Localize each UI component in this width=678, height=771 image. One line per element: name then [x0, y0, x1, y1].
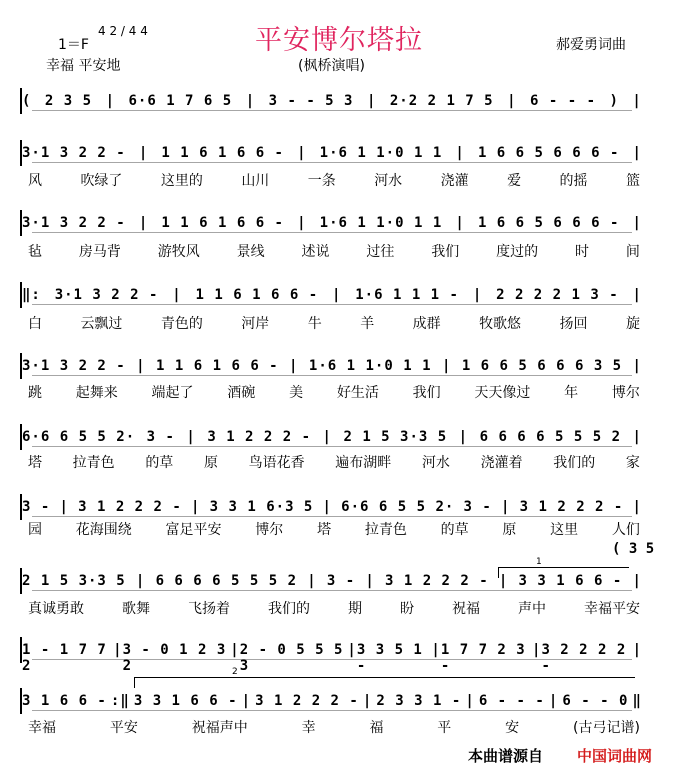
lyric-word: 我们 — [431, 244, 460, 260]
note-group: 1·6 1 1 1 - — [355, 287, 459, 303]
barline-symbol: | — [365, 573, 375, 589]
song-title: 平安博尔塔拉 — [255, 25, 423, 56]
note-group: 3·1 3 2 2 - — [22, 215, 126, 231]
lyric-word: 间 — [625, 244, 640, 260]
lyric-word: 博尔 — [255, 522, 284, 538]
note-group: 3·1 3 2 2 - — [22, 358, 126, 374]
lyric-word: 河水 — [421, 455, 450, 471]
lyric-word: 富足平安 — [165, 522, 222, 538]
song-subtitle: 幸福 平安地 — [46, 58, 121, 74]
lyric-word: 幸福平安 — [584, 601, 640, 617]
lyric-word: 园 — [28, 522, 42, 538]
lyric-word: 度过的 — [496, 244, 539, 260]
volta-label-2: 2 — [232, 667, 238, 677]
lyric-word: 述说 — [301, 244, 330, 260]
lyric-word: 房马背 — [78, 244, 121, 260]
note-group: 6 - - - — [530, 93, 597, 109]
note-group: 3 3 5 1 - — [356, 642, 423, 674]
lyric-word: 浇灌着 — [480, 455, 523, 471]
time-signature: 4 2 / 4 4 — [98, 24, 148, 38]
beat-underline — [32, 162, 632, 163]
lyric-word: 这里的 — [160, 173, 203, 189]
barline-symbol: | — [241, 693, 252, 709]
lyrics-row-4 — [28, 313, 640, 333]
note-group: 6 6 6 6 5 5 5 2 — [479, 429, 622, 445]
barline-symbol: | — [331, 287, 342, 303]
note-group: 3 - — [326, 573, 356, 589]
lyric-word: 我们的 — [268, 601, 310, 617]
volta-bracket-2 — [134, 677, 635, 688]
note-group: 1·6 1 1·0 1 1 — [319, 215, 443, 231]
note-group: 6 - - 0 — [562, 693, 629, 709]
notation-measures — [22, 642, 642, 674]
lyric-word: 天天像过 — [474, 385, 531, 401]
note-group: 2 3 3 1 - — [376, 693, 462, 709]
barline-symbol: | — [366, 93, 377, 109]
note-group: 3 1 2 2 2 - — [519, 499, 624, 515]
barline-symbol: | — [289, 358, 299, 374]
beat-underline — [32, 232, 632, 233]
lyric-word: 安 — [505, 720, 520, 736]
note-group: 3 3 1 6 6 - — [518, 573, 623, 589]
lyric-word: 毡 — [28, 244, 42, 260]
barline-symbol: | — [322, 429, 332, 445]
note-group: 1 1 6 1 6 6 - — [161, 215, 284, 231]
note-group: 3 1 2 2 2 - — [207, 429, 312, 445]
notation-measures — [22, 499, 642, 515]
notation-measures — [22, 145, 642, 161]
lyric-word: 博尔 — [611, 385, 640, 401]
note-group: 3 - — [146, 429, 175, 445]
note-group: 3 3 1 6 6 - — [133, 693, 238, 709]
lyric-word: 幸 — [301, 720, 316, 736]
lyric-word: 河水 — [374, 173, 403, 189]
lyric-word: 过往 — [366, 244, 395, 260]
lyric-word: 时 — [575, 244, 589, 260]
notation-row-7 — [22, 494, 642, 520]
lyric-word: 塔 — [28, 455, 42, 471]
notation-measures — [22, 215, 642, 231]
note-group: 6 - - - — [478, 693, 545, 709]
lyric-word: 美 — [289, 385, 304, 401]
lyric-word: 牛 — [307, 316, 322, 332]
lyric-word: 拉青色 — [364, 522, 407, 538]
note-group: 6·6 6 5 5 2· — [22, 429, 136, 445]
barline-symbol: | — [186, 429, 196, 445]
barline-symbol: | — [138, 145, 149, 161]
barline-symbol: | — [472, 287, 483, 303]
lyric-word: 鸟语花香 — [248, 455, 305, 471]
lyric-word: 祝福声中 — [191, 720, 248, 736]
barline-symbol: | — [632, 145, 642, 161]
barline-symbol: | — [632, 93, 642, 109]
notation-row-5 — [22, 353, 642, 379]
lyric-word: 期 — [348, 601, 362, 617]
note-group: 6·6 1 7 6 5 — [128, 93, 233, 109]
notation-row-4 — [22, 282, 642, 308]
lyrics-row-7 — [28, 519, 640, 539]
barline-symbol: | — [632, 287, 642, 303]
barline-symbol: | — [297, 145, 307, 161]
notation-row-10 — [22, 688, 642, 714]
lyric-word: 篮 — [625, 173, 640, 189]
lyric-word: 原 — [502, 522, 517, 538]
barline-symbol: | — [501, 499, 511, 515]
lyric-word: 幸福 — [28, 720, 56, 736]
notation-row-1 — [22, 88, 642, 114]
beat-underline — [32, 304, 632, 305]
barline-symbol: | — [632, 573, 642, 589]
composer-credit: 郝爱勇词曲 — [556, 37, 626, 53]
footer-source-label: 本曲谱源自 — [468, 747, 544, 765]
lyric-word: 青色的 — [160, 316, 203, 332]
barline-symbol: | — [59, 499, 69, 515]
lyrics-row-6 — [28, 452, 640, 472]
lyric-word: 遍布湖畔 — [335, 455, 392, 471]
lyric-word: 牧歌悠 — [479, 316, 522, 332]
barline-symbol: ‖ — [632, 693, 642, 709]
volta-label-1: 1 — [536, 557, 542, 567]
note-group: 2 - 0 5 5 5 3 — [239, 642, 344, 674]
lyric-word: 起舞来 — [75, 385, 118, 401]
barline-symbol: | — [632, 642, 643, 658]
beat-underline — [32, 659, 632, 660]
barline-symbol: | — [297, 215, 307, 231]
barline-symbol: | — [322, 499, 332, 515]
barline-symbol: | — [135, 573, 146, 589]
footer-site-link[interactable]: 中国词曲网 — [577, 747, 653, 765]
lyrics-row-5 — [28, 382, 640, 402]
barline-symbol: | — [498, 573, 509, 589]
barline-symbol: | — [138, 215, 149, 231]
note-group: 3 2 2 2 2 - — [541, 642, 627, 674]
lyric-word: 家 — [625, 455, 640, 471]
notation-row-9 — [22, 637, 643, 674]
note-group: 1 7 7 2 3 - — [440, 642, 526, 674]
barline-symbol: | — [632, 358, 642, 374]
note-group: 3·1 3 2 2 - — [54, 287, 159, 303]
note-group: 6 6 6 6 5 5 5 2 — [155, 573, 297, 589]
barline-symbol: | — [548, 693, 559, 709]
barline-symbol: | — [458, 429, 469, 445]
lyric-word: 一条 — [307, 173, 336, 189]
barline-symbol: | — [507, 93, 517, 109]
note-group: 1 1 6 1 6 6 - — [156, 358, 279, 374]
lyric-word: 扬回 — [559, 316, 588, 332]
lyric-word: 真诚勇敢 — [28, 601, 84, 617]
lyric-word: 拉青色 — [72, 455, 115, 471]
lyric-word: 游牧风 — [157, 244, 200, 260]
note-group: 2 3 5 — [44, 93, 93, 109]
note-group: 3 1 2 2 2 - — [384, 573, 489, 589]
note-group: 1 6 6 5 6 6 6 3 5 — [461, 358, 623, 374]
note-group: 3 3 1 6·3 5 — [209, 499, 314, 515]
notation-row-2 — [22, 140, 642, 166]
lyric-word: 羊 — [360, 316, 375, 332]
note-group: 6·6 6 5 5 2· — [341, 499, 455, 515]
note-group: 3·1 3 2 2 - — [22, 145, 126, 161]
note-group: 3 - — [463, 499, 492, 515]
barline-symbol: ‖: — [22, 287, 41, 303]
note-group: 3 - 0 1 2 3 2 — [122, 642, 227, 674]
note-group: 1·6 1 1·0 1 1 — [308, 358, 432, 374]
barline-symbol: | — [362, 693, 373, 709]
lyric-word: 人们 — [611, 522, 640, 538]
lyric-word: 白 — [28, 316, 42, 332]
note-group: 2·2 2 1 7 5 — [389, 93, 494, 109]
key-signature: 1＝F — [58, 37, 89, 53]
barline-symbol: | — [632, 215, 642, 231]
note-group: 1 6 6 5 6 6 6 - — [477, 145, 620, 161]
notation-measures — [22, 287, 642, 303]
lyric-word: 风 — [28, 173, 42, 189]
note-group: 1·6 1 1·0 1 1 — [319, 145, 443, 161]
note-group: 3 - — [22, 499, 51, 515]
note-group: 1 6 6 5 6 6 6 - — [477, 215, 620, 231]
lead-in-notes: ( 3 5 — [612, 541, 655, 557]
barline-symbol: | — [105, 93, 115, 109]
note-group: ) — [609, 93, 619, 109]
lyric-word: 云飘过 — [80, 316, 123, 332]
note-group: 1 - 1 7 7 2 — [22, 642, 107, 674]
barline-symbol: | — [431, 642, 441, 658]
notation-measures — [22, 93, 642, 109]
lyrics-row-10 — [28, 717, 640, 737]
note-group: 3 1 2 2 2 - — [78, 499, 182, 515]
barline-symbol: | — [441, 358, 452, 374]
note-group: 3 - - 5 3 — [268, 93, 354, 109]
barline-symbol: | — [347, 642, 357, 658]
barline-symbol: | — [532, 642, 542, 658]
barline-symbol: | — [136, 358, 146, 374]
note-group: 1 1 6 1 6 6 - — [161, 145, 284, 161]
lyric-word: 塔 — [317, 522, 332, 538]
note-group: ( — [22, 93, 32, 109]
lyric-word: 花海围绕 — [75, 522, 132, 538]
notation-row-3 — [22, 210, 642, 236]
barline-symbol: | — [245, 93, 256, 109]
lyric-word: 景线 — [236, 244, 265, 260]
lyric-word: 浇灌 — [440, 173, 469, 189]
lyric-word: 平安 — [109, 720, 138, 736]
barline-symbol: | — [455, 145, 465, 161]
barline-symbol: | — [307, 573, 317, 589]
notation-row-6 — [22, 424, 642, 450]
lyric-word: 跳 — [28, 385, 42, 401]
barline-symbol: | — [191, 499, 201, 515]
barline-symbol: | — [455, 215, 465, 231]
lyrics-row-3 — [28, 241, 640, 261]
lyric-word: 吹绿了 — [80, 173, 123, 189]
barline-symbol: | — [113, 642, 123, 658]
lyric-word: 飞扬着 — [188, 601, 230, 617]
lyrics-row-8 — [28, 598, 640, 618]
beat-underline — [32, 710, 632, 711]
volta-bracket-1 — [498, 567, 629, 578]
lyrics-row-2 — [28, 170, 640, 190]
notation-measures — [22, 358, 642, 374]
note-group: 2 1 5 3·3 5 — [22, 573, 126, 589]
lyric-word: 盼 — [400, 601, 414, 617]
lyric-word: 旋 — [625, 316, 640, 332]
barline-symbol: | — [172, 287, 182, 303]
lyric-word: 祝福 — [452, 601, 480, 617]
barline-symbol: | — [632, 429, 642, 445]
note-group: 3 1 6 6 - — [22, 693, 107, 709]
lyric-word: 爱 — [507, 173, 522, 189]
lyric-word: 成群 — [412, 316, 441, 332]
barline-symbol: :‖ — [110, 693, 130, 709]
beat-underline — [32, 446, 632, 447]
lyric-word: 原 — [203, 455, 218, 471]
note-group: 3 1 2 2 2 - — [255, 693, 359, 709]
barline-symbol: | — [632, 499, 642, 515]
lyric-word: 的草 — [145, 455, 174, 471]
lyric-word: 的草 — [440, 522, 469, 538]
note-group: 2 1 5 3·3 5 — [343, 429, 448, 445]
lyric-word: 好生活 — [336, 385, 379, 401]
beat-underline — [32, 110, 632, 111]
lyric-word: 山川 — [241, 173, 270, 189]
singer-credit: (枫桥演唱) — [298, 58, 365, 74]
lyric-word: 的摇 — [559, 173, 588, 189]
lyric-word: 我们的 — [553, 455, 596, 471]
notation-measures — [22, 693, 642, 709]
barline-symbol: | — [465, 693, 475, 709]
lyric-word: 年 — [564, 385, 579, 401]
lyric-word: 歌舞 — [122, 601, 150, 617]
lyric-word: 端起了 — [151, 385, 194, 401]
lyric-word: 平 — [437, 720, 452, 736]
lyric-word: 声中 — [518, 601, 546, 617]
beat-underline — [32, 375, 632, 376]
notation-measures — [22, 429, 642, 445]
lyric-word: 福 — [369, 720, 384, 736]
lyric-word: 酒碗 — [227, 385, 256, 401]
beat-underline — [32, 516, 632, 517]
lyric-word: 我们 — [412, 385, 441, 401]
lyric-word: 这里 — [550, 522, 579, 538]
lyric-word: 河岸 — [241, 316, 270, 332]
beat-underline — [32, 590, 632, 591]
note-group: 2 2 2 2 1 3 - — [496, 287, 619, 303]
note-group: 1 1 6 1 6 6 - — [195, 287, 319, 303]
lyric-word: (古弓记谱) — [573, 720, 640, 736]
barline-symbol: | — [230, 642, 240, 658]
